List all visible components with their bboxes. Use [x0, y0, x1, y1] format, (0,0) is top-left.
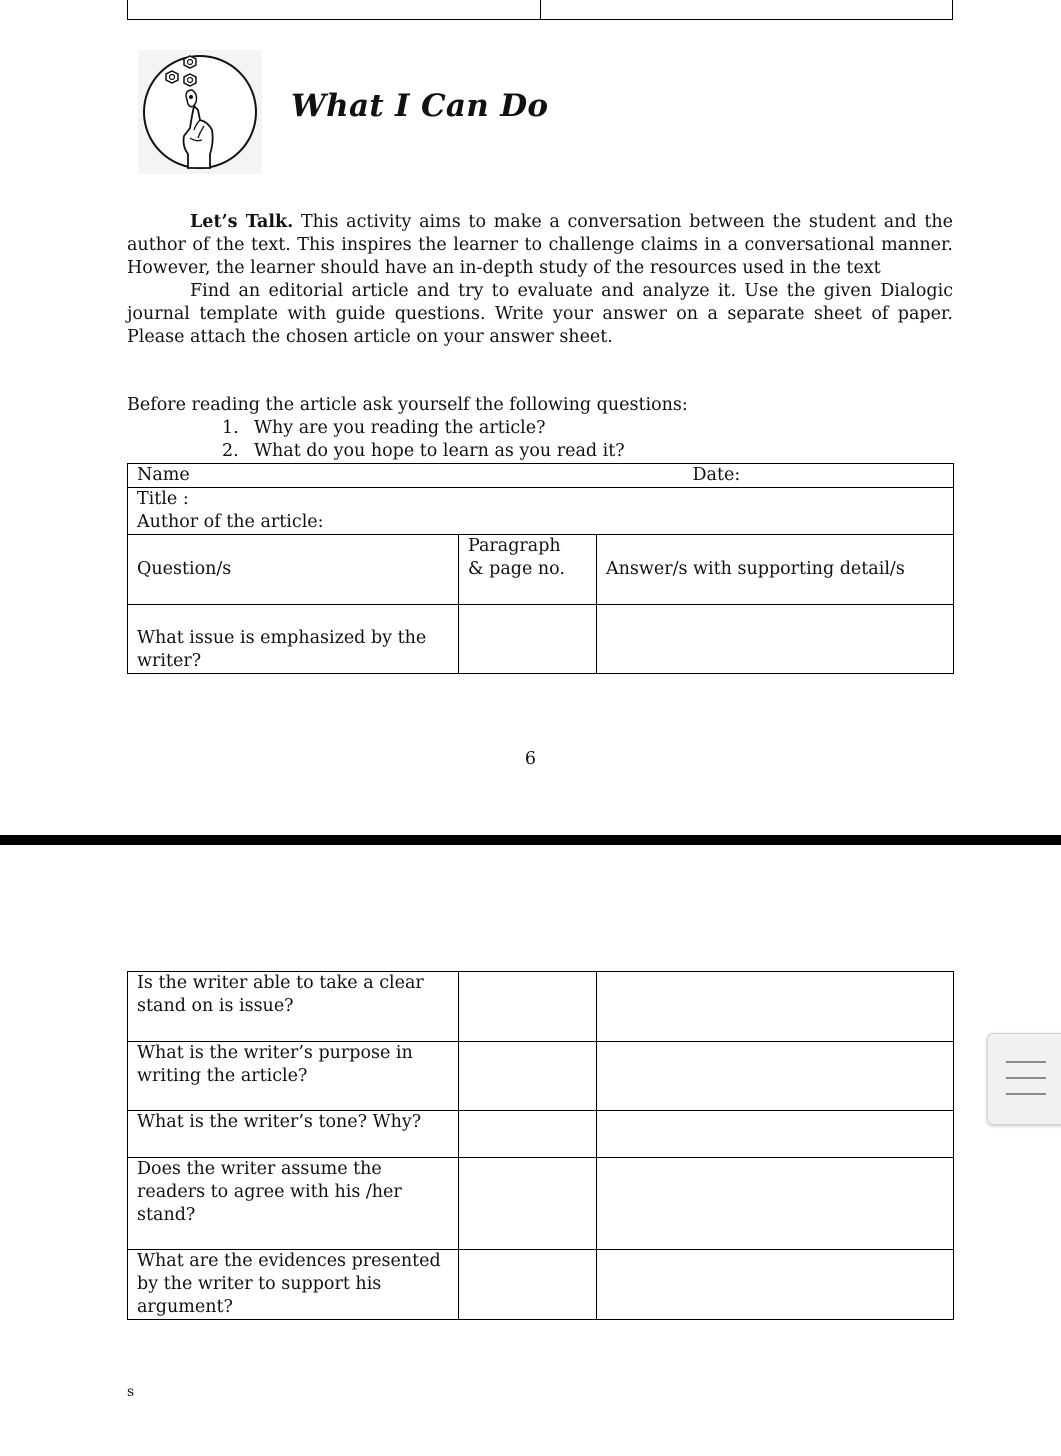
- question-cell: Does the writer assume the readers to agree with his /her stand?: [128, 1158, 459, 1250]
- section-title: What I Can Do: [291, 88, 549, 124]
- table-row: [128, 1111, 954, 1158]
- name-row: [128, 464, 954, 488]
- paragraph-cell: [459, 1111, 597, 1158]
- question-cell: Is the writer able to take a clear stand on is issue?: [128, 972, 459, 1042]
- table-row: [128, 605, 954, 674]
- paragraph-header: Paragraph & page no.: [459, 535, 597, 605]
- intro-paragraph-2: Find an editorial article and try to evaluate and analyze it. Use the given Dialogic journal template with guide questions. Write your answer on a separate sheet of paper. Please attach the chosen article on your answer sheet.: [127, 281, 953, 347]
- side-panel-toggle[interactable]: [987, 1033, 1061, 1125]
- paragraph-cell: [459, 1042, 597, 1111]
- table-row: [128, 1250, 954, 1320]
- answer-cell: [597, 1250, 954, 1320]
- intro-text: [127, 211, 953, 349]
- name-label: Name: [128, 464, 597, 488]
- question-header: Question/s: [128, 535, 459, 605]
- answer-header: Answer/s with supporting detail/s: [597, 535, 954, 605]
- lead-in: Let’s Talk.: [190, 212, 294, 232]
- page-number: 6: [524, 749, 537, 769]
- answer-cell: [597, 972, 954, 1042]
- before-reading-text: Before reading the article ask yourself the following questions:: [127, 395, 688, 415]
- question-cell: What issue is emphasized by the writer?: [128, 605, 459, 674]
- dialogic-journal-table: [127, 463, 954, 674]
- list-item: 2. What do you hope to learn as you read it?: [222, 441, 625, 461]
- answer-cell: [597, 1042, 954, 1111]
- answer-cell: [597, 1158, 954, 1250]
- paragraph-cell: [459, 1250, 597, 1320]
- question-cell: What are the evidences presented by the writer to support his argument?: [128, 1250, 459, 1320]
- paragraph-cell: [459, 605, 597, 674]
- list-item: 1. Why are you reading the article?: [222, 418, 546, 438]
- answer-cell: [597, 1111, 954, 1158]
- header-row: [128, 535, 954, 605]
- table-row: [128, 1042, 954, 1111]
- date-label: Date:: [597, 464, 954, 488]
- table-row: [128, 972, 954, 1042]
- intro-paragraph-1: [127, 211, 953, 280]
- question-cell: What is the writer’s purpose in writing the article?: [128, 1042, 459, 1111]
- title-label: Title :: [137, 489, 189, 509]
- paragraph-cell: [459, 1158, 597, 1250]
- page-separator: [0, 835, 1061, 845]
- paragraph-cell: [459, 972, 597, 1042]
- previous-table-fragment: [127, 0, 953, 20]
- table-row: [128, 1158, 954, 1250]
- dialogic-journal-table-continued: [127, 971, 954, 1320]
- title-author-row: [128, 488, 954, 535]
- hand-with-nuts-and-bolts-icon: [138, 50, 262, 174]
- table-divider: [540, 0, 541, 19]
- author-label: Author of the article:: [137, 512, 324, 532]
- answer-cell: [597, 605, 954, 674]
- question-cell: What is the writer’s tone? Why?: [128, 1111, 459, 1158]
- pre-reading-questions: [222, 417, 625, 463]
- intro-body: This activity aims to make a conversation between the student and the author of the text. This inspires the learner to challenge claims in a conversational manner. However, the learner should have an in-depth study of the resources used in the text: [127, 212, 953, 278]
- stray-mark: s: [127, 1384, 135, 1400]
